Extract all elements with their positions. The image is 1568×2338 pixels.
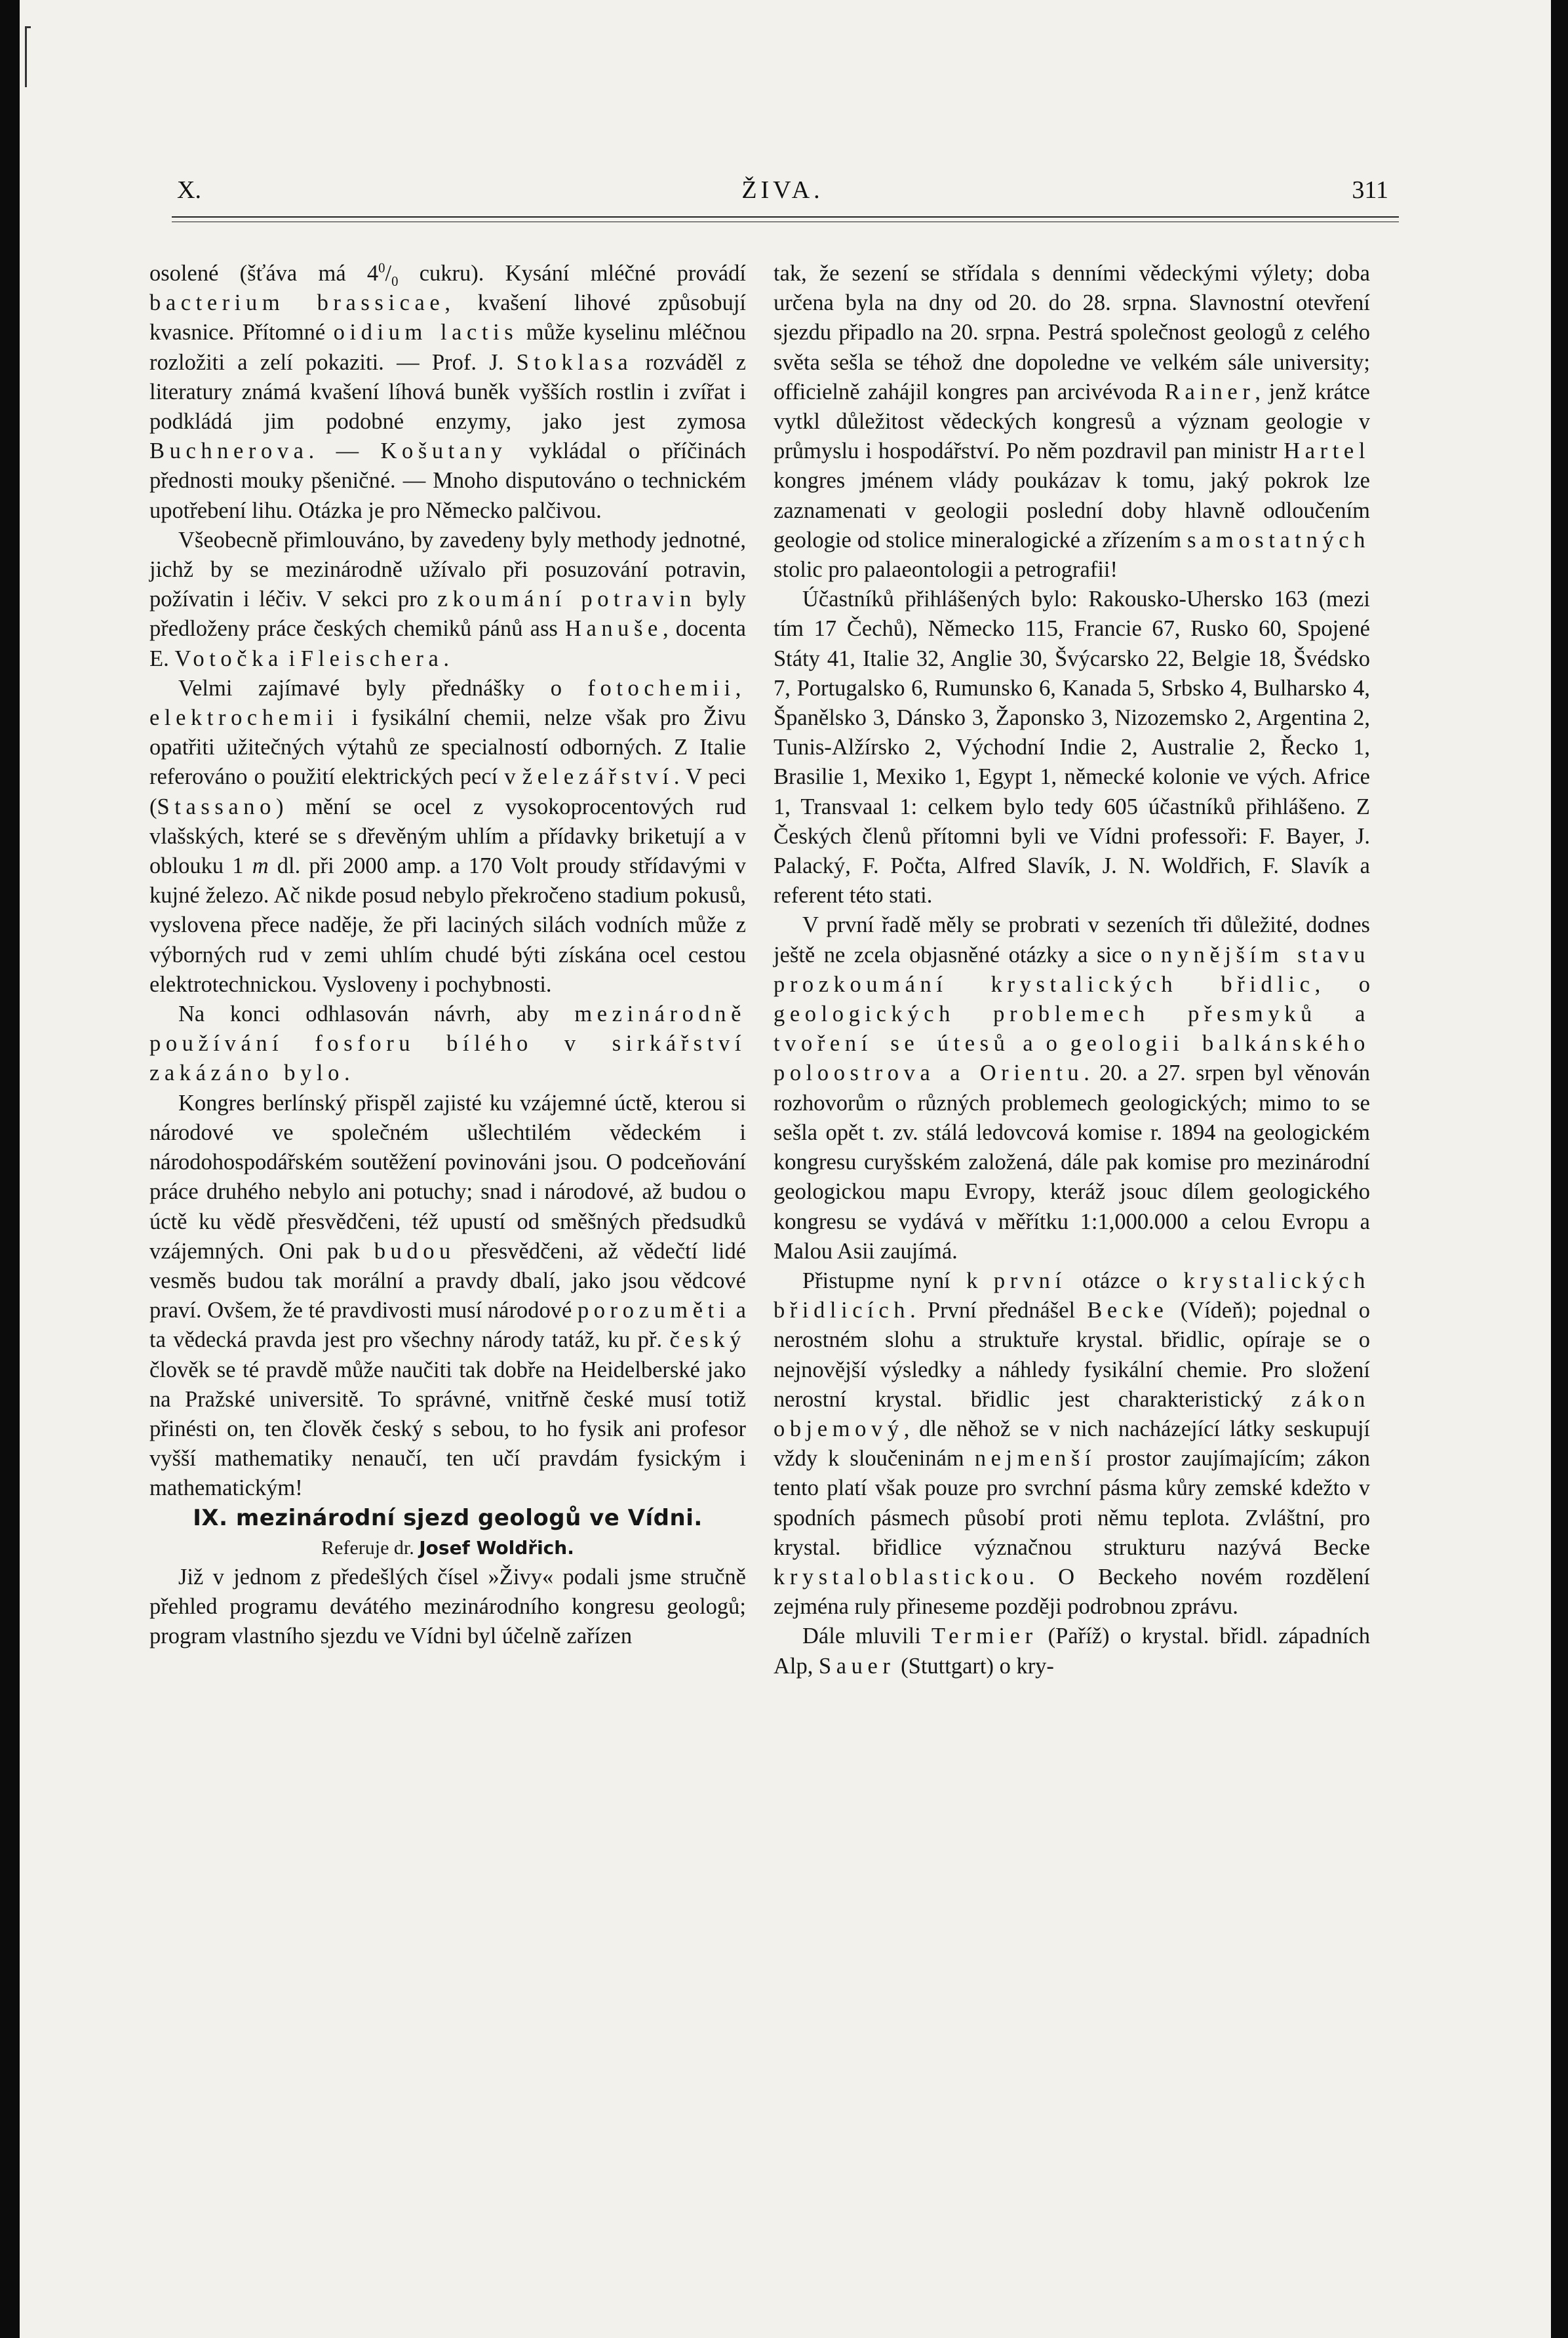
left-column (149, 259, 746, 1652)
running-header (177, 176, 1388, 207)
paragraph: Již v jednom z předešlých čísel »Živy« podali jsme stručně přehled programu devátého mezinárodního kongresu geologů; program vlastního sjezdu ve Vídni byl účelně zařízen (149, 1564, 746, 1649)
paragraph: Přistupme nyní k první otázce o krystalických břidlicích. První přednášel Becke (Vídeň); pojednal o nerostném slohu a struktuře krystal. břidlic, opíraje se o nejnovější výsledky a náhledy fysikální chemie. Pro složení nerostní krystal. břidlic jest charakteristický zákon objemový, dle něhož se v nich nacházející látky seskupují vždy k sloučeninám nejmenší prostor zaujímajícím; zákon tento platí však pouze pro svrchní pásma kůry zemské kdežto v spodních pásmech působí proti němu teplota. Zvláštní, pro krystal. břidlice význačnou strukturu nazývá Becke krystaloblastickou. O Beckeho novém rozdělení zejména ruly přineseme později podrobnou zprávu. (774, 1268, 1371, 1620)
section-heading: IX. mezinárodní sjezd geologů ve Vídni. (193, 1504, 703, 1531)
journal-title: ŽIVA. (741, 176, 824, 204)
paragraph: Všeobecně přimlouváno, by zavedeny byly methody jednotné, jichž by se mezinárodně užívalo při posuzování potravin, požívatin i léčiv. V sekci pro zkoumání potravin byly předloženy práce českých chemiků pánů ass Hanuše, docenta E. Votočka i Fleischera. (149, 527, 746, 671)
byline-author: Josef Woldřich. (419, 1536, 574, 1559)
paragraph: tak, že sezení se střídala s denními vědeckými výlety; doba určena byla na dny od 20. do 28. srpna. Slavnostní otevření sjezdu připadlo na 20. srpna. Pestrá společnost geologů z celého světa sešla se téhož dne dopoledne ve velkém sále university; officielně zahájil kongres pan arcivévoda Rainer, jenž krátce vytkl důležitost vědeckých kongresů a význam geologie v průmyslu i hospodářství. Po něm pozdravil pan ministr Hartel kongres jménem vlády poukázav k tomu, jaký pokrok lze zaznamenati v geologii poslední doby hlavně odloučením geologie od stolice mineralogické a zřízením samostatných stolic pro palaeontologii a petrografii! (774, 261, 1370, 583)
paragraph: Dále mluvili Termier (Paříž) o krystal. břidl. západních Alp, Sauer (Stuttgart) o kry- (774, 1624, 1370, 1679)
paragraph: Na konci odhlasován návrh, aby mezinárodně používání fosforu bílého v sirkářství zakázáno bylo. (149, 1002, 746, 1086)
page-margin-mark (25, 26, 31, 87)
right-column (774, 259, 1370, 1681)
header-rule (172, 216, 1399, 218)
byline: Referuje dr. Josef Woldřich. (321, 1536, 574, 1559)
volume-number: X. (177, 176, 201, 204)
paragraph: Velmi zajímavé byly přednášky o fotochemii, elektrochemii i fysikální chemii, nelze však pro Živu opatřiti užitečných výtahů ze specialností odborných. Z Italie referováno o použití elektrických pecí v železářství. V peci (Stassano) mění se ocel z vysokoprocentových rud vlašských, které se s dřevěným uhlím a přídavky briketují a v oblouku 1 m dl. při 2000 amp. a 170 Volt proudy střídavými v kujné železo. Ač nikde posud nebylo překročeno stadium pokusů, vyslovena přece naděje, že při laciných silách vodních může z výborných rud v zemi uhlím chudé býti získána ocel cestou elektrotechnickou. Vysloveny i pochybnosti. (149, 675, 746, 997)
paragraph: V první řadě měly se probrati v sezeních tři důležité, dodnes ještě ne zcela objasněné otázky a sice o nynějším stavu prozkoumání krystalických břidlic, o geologických problemech přesmyků a tvoření se útesů a o geologii balkánského poloostrova a Orientu. 20. a 27. srpen byl věnován rozhovorům o různých problemech geologických; mimo to se sešla opět t. zv. stálá ledovcová komise r. 1894 na geologickém kongresu curyšském založená, dále pak komise pro mezinárodní geologickou mapu Evropy, kteráž jsouc dílem geologického kongresu se vydává v měřítku 1:1,000.000 a celou Evropu a Malou Asii zaujímá. (774, 912, 1371, 1264)
paragraph: osolené (šťáva má $4^0/_0$ cukru). Kysání mléčné provádí bacterium brassicae, kvašení lihové způsobují kvasnice. Přítomné oidium lactis může kyselinu mléčnou rozložiti a zelí pokaziti. — Prof. J. Stoklasa rozváděl z literatury známá kvašení líhová buněk vyšších rostlin i zvířat i podkládá jim podobné enzymy, jako jest zymosa Buchnerova. — Košutany vykládal o příčinách přednosti mouky pšeničné. — Mnoho disputováno o technickém upotřebení lihu. Otázka je pro Německo palčivou. (149, 261, 747, 523)
journal-page (20, 0, 1551, 2338)
paragraph: Účastníků přihlášených bylo: Rakousko-Uhersko 163 (mezi tím 17 Čechů), Německo 115, Francie 67, Rusko 60, Spojené Státy 41, Italie 32, Anglie 30, Švýcarsko 22, Belgie 18, Švédsko 7, Portugalsko 6, Rumunsko 6, Kanada 5, Srbsko 4, Bulharsko 4, Španělsko 3, Dánsko 3, Žaponsko 3, Nizozemsko 2, Argentina 2, Tunis-Alžírsko 2, Východní Indie 2, Australie 2, Řecko 1, Brasilie 1, Mexiko 1, Egypt 1, německé kolonie ve vých. Africe 1, Transvaal 1: celkem bylo tedy 605 účastníků přihlášeno. Z Českých členů přítomni byli ve Vídni professoři: F. Bayer, J. Palacký, F. Počta, Alfred Slavík, J. N. Woldřich, F. Slavík a referent této stati. (774, 587, 1370, 908)
paragraph: Kongres berlínský přispěl zajisté ku vzájemné úctě, kterou si národové ve společném ušlechtilém vědeckém i národohospodářském soutěžení povinováni jsou. O podceňování práce druhého nebylo ani potuchy; snad i národové, až budou o úctě ku vědě přesvědčeni, též upustí od směšných předsudků vzájemných. Oni pak budou přesvědčeni, až vědečtí lidé vesměs budou tak morální a pravdy dbalí, jako jsou vědcové praví. Ovšem, že té pravdivosti musí národové porozuměti a ta vědecká pravda jest pro všechny národy tatáž, ku př. český člověk se té pravdě může naučiti tak dobře na Heidelberské jako na Pražské universitě. To správné, vnitřně české musí totiž přinésti on, ten člověk český s sebou, to ho fysik ani profesor vyšší mathematiky nenaučí, ten učí pravdám fysickým i mathematickým! (149, 1090, 747, 1501)
page-number: 311 (1352, 176, 1388, 204)
